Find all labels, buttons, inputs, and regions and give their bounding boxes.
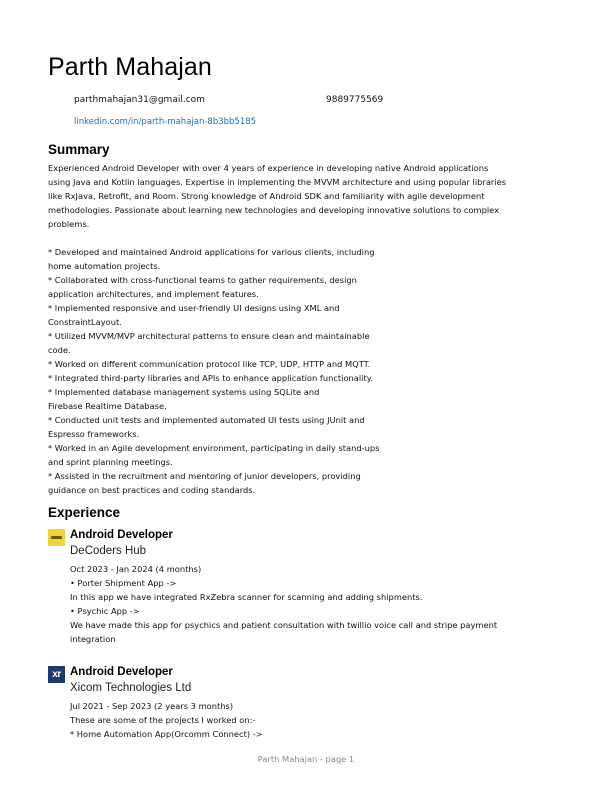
- summary-bullet-list: [48, 245, 428, 497]
- summary-line: using Java and Kotlin languages. Expertise in implementing the MVVM architecture and using popular libraries: [48, 177, 507, 187]
- bullet-line: * Collaborated with cross-functional teams to gather requirements, design: [48, 275, 357, 285]
- experience-heading: Experience: [48, 505, 121, 520]
- bullet-line: * Integrated third-party libraries and APIs to enhance application functionality.: [48, 373, 374, 383]
- bullet-line: * Assisted in the recruitment and mentoring of junior developers, providing: [48, 471, 361, 481]
- job-dates: Jul 2021 - Sep 2023 (2 years 3 months): [70, 701, 234, 711]
- job-detail-line: integration: [70, 634, 116, 644]
- job-title: Android Developer: [70, 529, 173, 541]
- job-dates: Oct 2023 - Jan 2024 (4 months): [70, 564, 202, 574]
- bullet-line: * Utilized MVVM/MVP architectural patterns to ensure clean and maintainable: [48, 331, 370, 341]
- company-name: DeCoders Hub: [70, 545, 147, 557]
- job-details: [70, 699, 540, 741]
- summary-line: Experienced Android Developer with over 4 years of experience in developing native Android applications: [48, 163, 489, 173]
- bullet-line: code.: [48, 345, 71, 355]
- summary-paragraph: [48, 161, 548, 231]
- bullet-line: * Implemented database management systems using SQLite and: [48, 387, 320, 397]
- bullet-line: Firebase Realtime Database.: [48, 401, 167, 411]
- bullet-line: * Developed and maintained Android applications for various clients, including: [48, 247, 375, 257]
- job-detail-line: • Psychic App ->: [70, 606, 140, 616]
- job-detail-line: In this app we have integrated RxZebra scanner for scanning and adding shipments.: [70, 592, 423, 602]
- linkedin-link[interactable]: linkedin.com/in/parth-mahajan-8b3bb5185: [74, 117, 257, 127]
- bullet-line: home automation projects.: [48, 261, 161, 271]
- job-detail-line: * Home Automation App(Orcomm Connect) ->: [70, 729, 263, 739]
- bullet-line: * Conducted unit tests and implemented automated UI tests using JUnit and: [48, 415, 365, 425]
- bullet-line: * Worked in an Agile development environment, participating in daily stand-ups: [48, 443, 380, 453]
- bullet-line: * Implemented responsive and user-friendly UI designs using XML and: [48, 303, 340, 313]
- job-title: Android Developer: [70, 666, 173, 678]
- bullet-line: * Worked on different communication protocol like TCP, UDP, HTTP and MQTT.: [48, 359, 371, 369]
- bullet-line: and sprint planning meetings.: [48, 457, 173, 467]
- bullet-line: ConstraintLayout.: [48, 317, 122, 327]
- job-details: [70, 562, 540, 646]
- email-text[interactable]: parthmahajan31@gmail.com: [74, 95, 205, 105]
- decoders-hub-logo-icon: [48, 529, 65, 546]
- job-detail-line: • Porter Shipment App ->: [70, 578, 177, 588]
- company-name: Xicom Technologies Ltd: [70, 682, 192, 694]
- bullet-line: guidance on best practices and coding standards.: [48, 485, 256, 495]
- phone-text: 9889775569: [326, 95, 384, 105]
- contact-row: [74, 95, 474, 109]
- bullet-line: Espresso frameworks.: [48, 429, 140, 439]
- page-footer: Parth Mahajan - page 1: [257, 754, 355, 764]
- bullet-line: application architectures, and implement features.: [48, 289, 259, 299]
- candidate-name: Parth Mahajan: [48, 53, 212, 81]
- job-detail-line: These are some of the projects I worked on:-: [70, 715, 256, 725]
- summary-line: like RxJava, Retrofit, and Room. Strong knowledge of Android SDK and familiarity with agile development: [48, 191, 485, 201]
- xicom-logo-icon: xr: [48, 666, 65, 683]
- job-detail-line: We have made this app for psychics and patient consultation with twillio voice call and stripe payment: [70, 620, 498, 630]
- summary-line: problems.: [48, 219, 90, 229]
- summary-line: methodologies. Passionate about learning new technologies and developing innovative solutions to complex: [48, 205, 500, 215]
- summary-heading: Summary: [48, 142, 110, 157]
